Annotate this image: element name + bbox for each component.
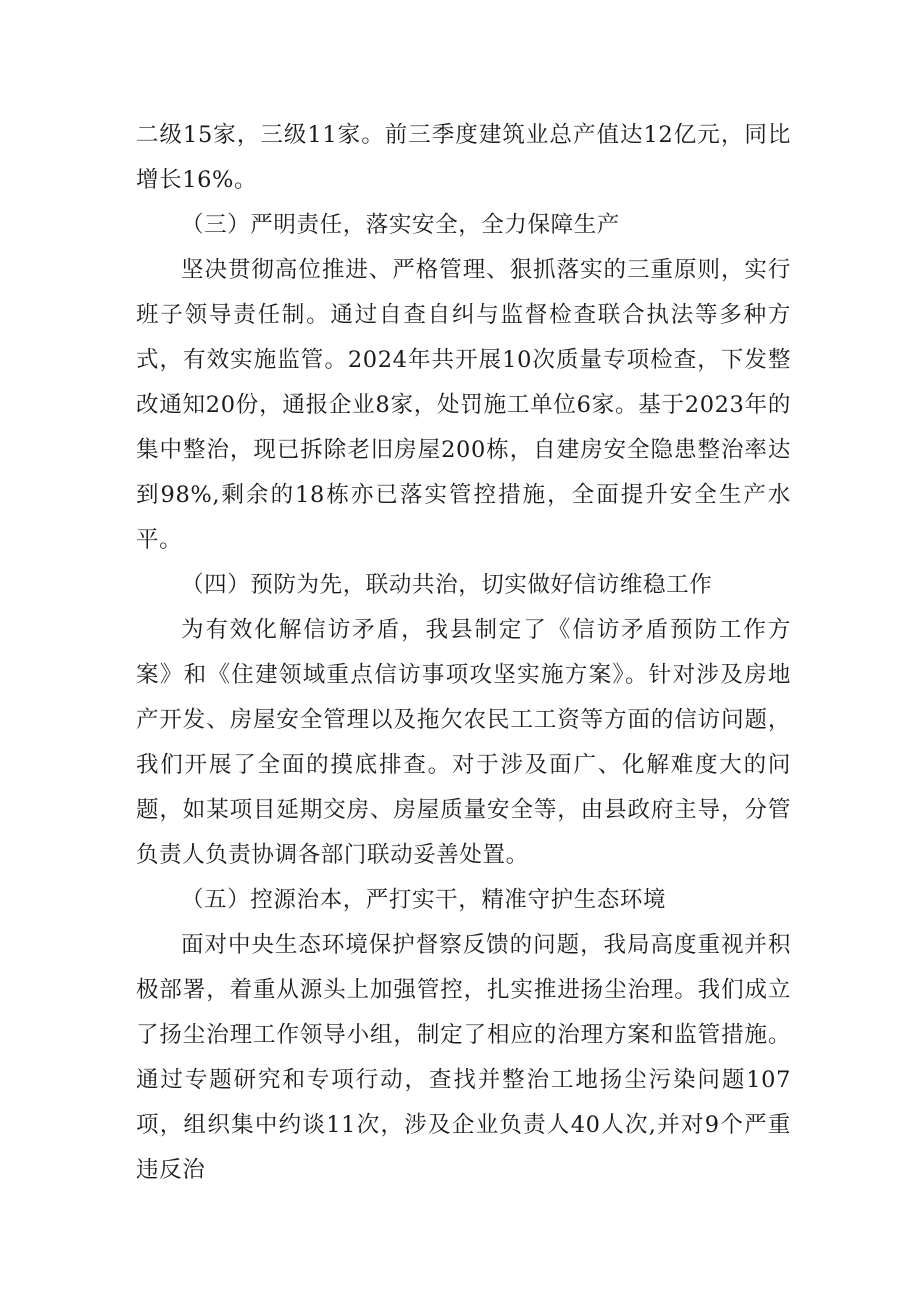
paragraph-safety: 坚决贯彻高位推进、严格管理、狠抓落实的三重原则，实行班子领导责任制。通过自查自纠与监督检查联合执法等多种方式，有效实施监管。2024年共开展10次质量专项检查，下发整改通知20份，通报企业8家，处罚施工单位6家。基于2023年的集中整治，现已拆除老旧房屋200栋，自建房安全隐患整治率达到98%,剩余的18栋亦已落实管控措施，全面提升安全生产水平。 — [136, 257, 791, 553]
section-heading-environment: （五）控源治本，严打实干，精准守护生态环境 — [181, 887, 667, 913]
section-heading-petitions: （四）预防为先，联动共治，切实做好信访维稳工作 — [181, 572, 713, 598]
paragraph-petitions: 为有效化解信访矛盾，我县制定了《信访矛盾预防工作方案》和《住建领域重点信访事项攻坚实施方案》。针对涉及房地产开发、房屋安全管理以及拖欠农民工工资等方面的信访问题，我们开展了全面的摸底排查。对于涉及面广、化解难度大的问题，如某项目延期交房、房屋质量安全等，由县政府主导，分管负责人负责协调各部门联动妥善处置。 — [136, 617, 791, 868]
section-heading-safety: （三）严明责任，落实安全，全力保障生产 — [181, 212, 620, 238]
document-body — [136, 113, 791, 1193]
paragraph-environment: 面对中央生态环境保护督察反馈的问题，我局高度重视并积极部署，着重从源头上加强管控，扎实推进扬尘治理。我们成立了扬尘治理工作领导小组，制定了相应的治理方案和监管措施。通过专题研究和专项行动，查找并整治工地扬尘污染问题107项，组织集中约谈11次，涉及企业负责人40人次,并对9个严重违反治 — [136, 932, 791, 1183]
paragraph-industry-summary: 二级15家，三级11家。前三季度建筑业总产值达12亿元，同比增长16%。 — [136, 122, 791, 193]
